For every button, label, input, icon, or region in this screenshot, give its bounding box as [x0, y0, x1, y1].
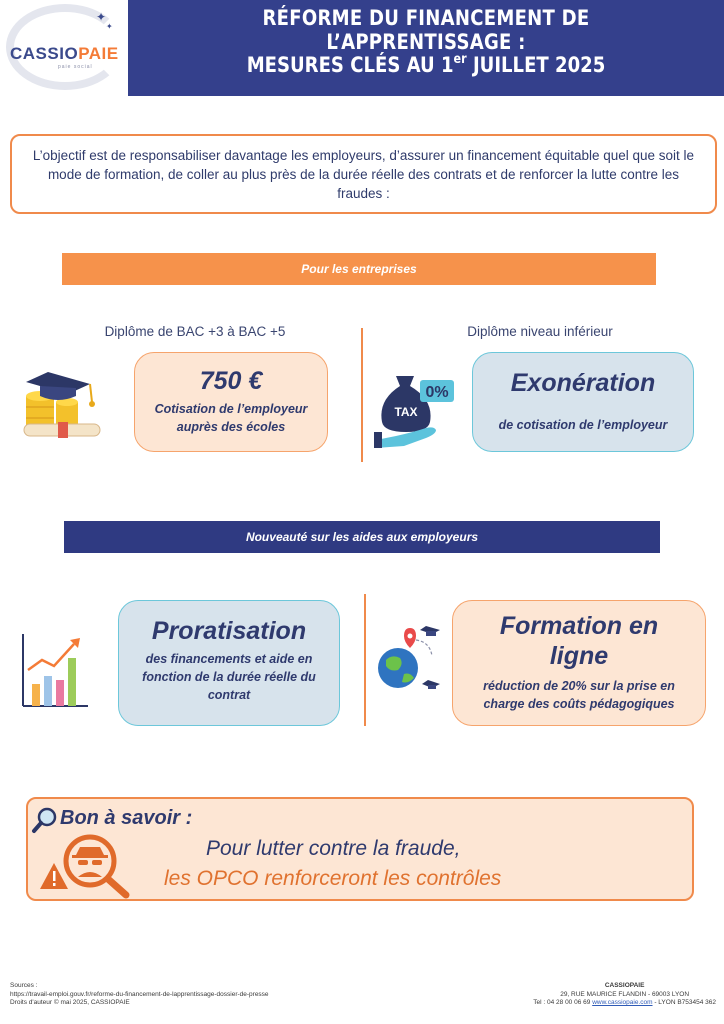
star-icon: ✦ [106, 22, 113, 31]
bon-a-savoir-box [26, 797, 694, 901]
company-rcs: - LYON B753454 362 [654, 999, 716, 1006]
bar-chart-growth-icon [20, 634, 90, 710]
bon-a-savoir-line2: les OPCO renforceront les contrôles [164, 867, 502, 890]
company-name: CASSIOPAIE [604, 982, 645, 989]
heading-niveau-inferieur: Diplôme niveau inférieur [467, 324, 613, 339]
graduation-coins-icon [18, 362, 108, 444]
card-750-desc-line1: Cotisation de l’employeur [154, 402, 308, 416]
proratisation-title: Proratisation [151, 617, 307, 645]
company-tel: Tel : 04 28 00 06 69 [533, 999, 591, 1006]
copyright: Droits d'auteur © mai 2025, CASSIOPAIE [10, 999, 130, 1006]
card-proratisation [118, 600, 340, 726]
logo-tagline: paie social [58, 64, 93, 70]
sources-label: Sources : [10, 982, 38, 989]
cassiopaie-logo [0, 0, 128, 96]
company-address: 29, RUE MAURICE FLANDIN - 69003 LYON [560, 990, 690, 998]
zero-percent-label: 0% [425, 384, 449, 401]
proratisation-desc-line2: fonction de la durée réelle du [142, 670, 316, 684]
bon-a-savoir-line1: Pour lutter contre la fraude, [206, 837, 461, 860]
formation-desc-line2: charge des coûts pédagogiques [483, 697, 675, 711]
page-title-line1: RÉFORME DU FINANCEMENT DE L’APPRENTISSAGE : [262, 6, 590, 54]
website-link[interactable]: www.cassiopaie.com [592, 999, 653, 1006]
formation-title-line2: ligne [549, 642, 609, 670]
footer-sources [10, 982, 269, 1008]
search-icon [32, 807, 58, 833]
card-750-euros [134, 352, 328, 452]
section2-divider [364, 594, 366, 726]
card-750-desc-line2: auprès des écoles [176, 420, 286, 434]
tax-bag-icon [374, 370, 460, 452]
fraud-warning-icon [38, 833, 134, 899]
globe-education-icon [374, 626, 446, 696]
footer-contact [533, 982, 716, 1008]
heading-bac3-bac5: Diplôme de BAC +3 à BAC +5 [104, 324, 286, 339]
intro-box: L’objectif est de responsabiliser davantage les employeurs, d’assurer un financement équitable quel que soit le mode de formation, de coller au plus près de la durée réelle des contrats et de renforcer la lutte contre les fraudes : [10, 134, 717, 214]
source-link[interactable]: https://travail-emploi.gouv.fr/reforme-du-financement-de-lapprentissage-dossier-de-presse [10, 990, 269, 998]
tax-label: TAX [394, 405, 418, 419]
banner-nouveaute: Nouveauté sur les aides aux employeurs [64, 521, 660, 553]
formation-title-line1: Formation en [499, 612, 659, 640]
page-title-line2: MESURES CLÉS AU 1er JUILLET 2025 [246, 52, 606, 77]
exoneration-desc: de cotisation de l’employeur [498, 418, 668, 432]
card-exoneration [472, 352, 694, 452]
amount-750: 750 € [199, 367, 263, 395]
proratisation-desc-line1: des financements et aide en [145, 652, 313, 666]
formation-desc-line1: réduction de 20% sur la prise en [483, 679, 675, 693]
star-icon: ✦ [96, 10, 107, 24]
logo-brand: CASSIOPAIE [10, 44, 119, 63]
proratisation-desc-line3: contrat [207, 688, 251, 702]
exoneration-title: Exonération [510, 369, 656, 397]
section1-divider [361, 328, 363, 462]
page-header [128, 0, 724, 96]
card-formation-en-ligne [452, 600, 706, 726]
bon-a-savoir-title: Bon à savoir : [60, 807, 193, 829]
banner-entreprises: Pour les entreprises [62, 253, 656, 285]
